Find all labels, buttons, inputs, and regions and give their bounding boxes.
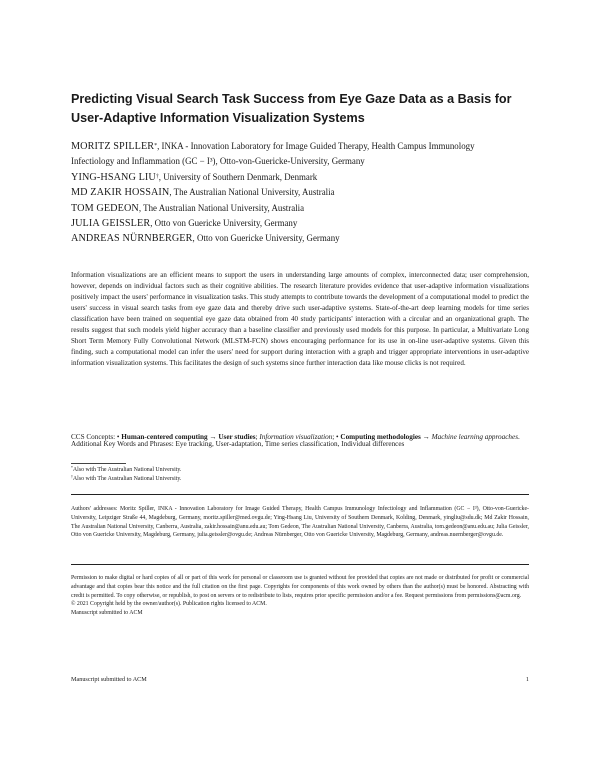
ccs-label: CCS Concepts: • [71, 433, 120, 441]
ccs-arrow-1: → [207, 433, 219, 441]
author-list [71, 139, 529, 247]
ccs-arrow-2: → [420, 433, 432, 441]
keywords: Additional Key Words and Phrases: Eye tracking, User-adaptation, Time series classification, Individual differences [71, 440, 405, 448]
footer-left-text: Manuscript submitted to ACM [71, 676, 147, 683]
paper-title [71, 90, 529, 128]
permission-rule [71, 564, 529, 565]
author-name: YING-HSANG LIU [71, 171, 156, 183]
permission-notice [71, 574, 529, 618]
author-affiliation: , INKA - Innovation Laboratory for Image Guided Therapy, Health Campus Immunology [157, 141, 475, 151]
author-entry [71, 185, 529, 200]
submitted-line: Manuscript submitted to ACM [71, 610, 143, 617]
footnote-mark: * [71, 466, 73, 471]
page-number: 1 [525, 676, 529, 683]
page-footer [71, 675, 529, 684]
author-affiliation: , Otto von Guericke University, Germany [192, 233, 340, 244]
author-name: MD ZAKIR HOSSAIN [71, 187, 170, 199]
author-entry [71, 139, 529, 170]
author-affiliation-cont: Infectiology and Inflammation (GC − I³), Otto-von-Guericke-University, Germany [71, 156, 365, 167]
abstract: Information visualizations are an efficient means to support the users in understanding large amounts of complex, interconnected data; user comprehension, however, depends on individual factors such as their cognitive abilities. The research literature provides evidence that user-adaptive information visualizations positively impact the users' performance in visualization tasks. This study attempts to contribute towards the development of a computational model to predict the users' success in visual search tasks from eye gaze data and thereby drive such user-adaptive systems. State-of-the-art deep learning models for time series classification have been trained on sequential eye gaze data obtained from 40 study participants' interaction with a circular and an organizational graph. The results suggest that such models yield higher accuracy than a baseline classifier and previously used models for this purpose. In particular, a Multivariate Long Short Term Memory Fully Convolutional Network (MLSTM-FCN) shows encouraging performance for its use in on-line user-adaptive systems. Given this finding, such a computational model can infer the users' need for support during interaction with a graph and trigger appropriate interventions in user-adaptive information visualization systems. This facilitates the design of such systems since further interaction data like mouse clicks is not required. [71, 271, 529, 368]
author-mark: * [154, 142, 158, 149]
permission-text: Permission to make digital or hard copies of all or part of this work for personal or classroom use is granted without fee provided that copies are not made or distributed for profit or commercial advantage and that copies bear this notice and the full citation on the first page. Copyrights for components of this work owned by others than the author(s) must be honored. Abstracting with credit is permitted. To copy otherwise, or republish, to post on servers or to redistribute to lists, requires prior specific permission and/or a fee. Request permissions from permissions@acm.org. [71, 575, 529, 599]
author-entry [71, 201, 529, 216]
ccs-end: . [518, 433, 520, 441]
author-affiliation: , The Australian National University, Australia [169, 187, 335, 198]
author-name: MORITZ SPILLER [71, 141, 155, 152]
author-name: ANDREAS NÜRNBERGER [71, 233, 193, 245]
author-entry [71, 216, 529, 231]
author-affiliation: , Otto von Guericke University, Germany [150, 218, 298, 229]
author-affiliation: , The Australian National University, Australia [138, 202, 305, 213]
authors-addresses: Authors' addresses: Moritz Spiller, INKA - Innovation Laboratory for Image Guided Therapy, Health Campus Immunology Infectiology and Inflammation (GC − I³), Otto-von-Guericke-University, Leipziger Straße 44, Magdeburg, Germany, moritz.spiller@med.ovgu.de; Ying-Hsang Liu, University of Southern Denmark, Kolding, Denmark, yingliu@sdu.dk; Md Zakir Hossain, The Australian National University, Canberra, Australia, zakir.hossain@anu.edu.au; Tom Gedeon, The Australian National University, Canberra, Australia, tom.gedeon@anu.edu.au; Julia Geissler, Otto von Guericke University, Magdeburg, Germany, julia.geissler@ovgu.de; Andreas Nürnberger, Otto von Guericke University, Magdeburg, Germany, andreas.nuernberger@ovgu.de. [71, 506, 529, 539]
author-name: TOM GEDEON [71, 202, 139, 214]
title-line-2: User-Adaptive Information Visualization Systems [71, 111, 365, 125]
ccs-sep-1: ; [255, 433, 260, 441]
footnote-text: Also with The Australian National University. [72, 476, 182, 482]
copyright-line: © 2021 Copyright held by the owner/author(s). Publication rights licensed to ACM. [71, 601, 267, 608]
ccs-concept-1b: User studies [218, 433, 256, 441]
author-entry [71, 170, 529, 185]
footnote-text: Also with The Australian National University. [72, 467, 182, 473]
footnote-rule [71, 463, 126, 464]
footnote [71, 475, 181, 484]
author-mark: † [155, 173, 159, 180]
author-entry [71, 231, 529, 246]
ccs-concept-1: Human-centered computing [121, 433, 208, 441]
ccs-concept-2: Computing methodologies [340, 433, 421, 441]
ccs-sep-2: ; • [332, 433, 339, 441]
author-affiliation: , University of Southern Denmark, Denmark [158, 171, 318, 182]
title-line-1: Predicting Visual Search Task Success from Eye Gaze Data as a Basis for [71, 92, 512, 106]
address-rule [71, 494, 529, 495]
author-name: JULIA GEISSLER [71, 218, 151, 230]
ccs-concept-1c: Information visualization [259, 433, 333, 441]
footnote-mark: † [71, 475, 73, 480]
ccs-concept-2b: Machine learning approaches [431, 433, 518, 441]
footnote [71, 466, 181, 475]
